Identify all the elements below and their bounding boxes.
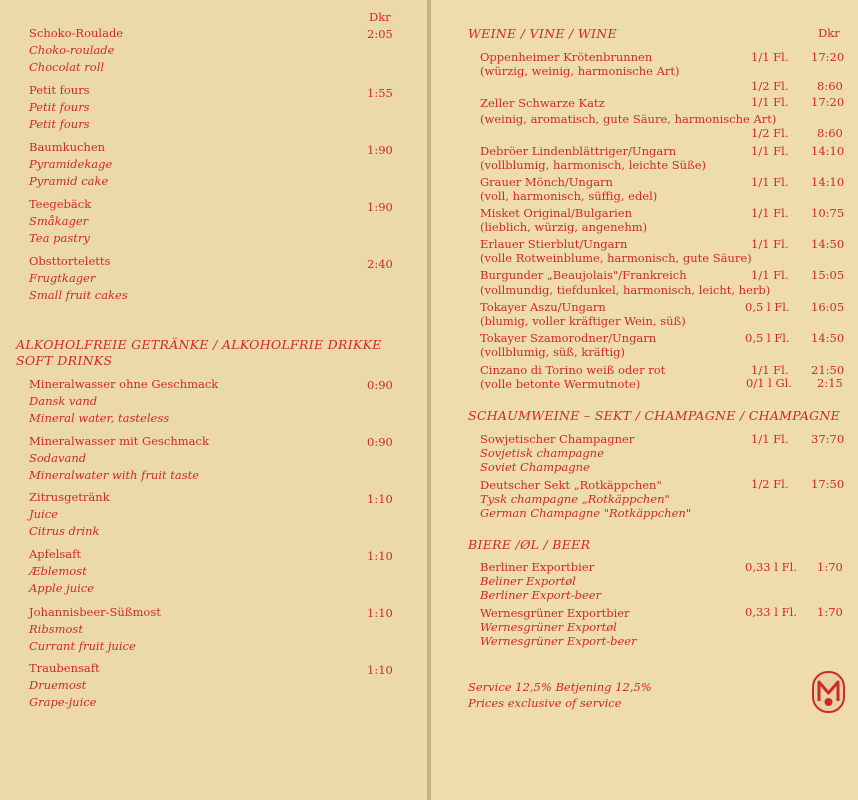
service-charge-line: Service 12,5% Betjening 12,5% [468, 680, 652, 694]
item-price: 1:70 [817, 560, 843, 574]
item-price: 2:40 [367, 257, 393, 271]
wine-size: 1/1 Fl. [751, 50, 789, 64]
item-price: 37:70 [811, 432, 845, 446]
wine-price: 14:10 [811, 175, 845, 189]
wine-price: 14:10 [811, 144, 845, 158]
wine-name: Debröer Lindenblättriger/Ungarn [480, 144, 677, 158]
currency-label: Dkr [369, 10, 391, 24]
wine-description: (lieblich, würzig, angenehm) [480, 220, 648, 234]
item-name-en: Mineralwater with fruit taste [29, 468, 200, 482]
item-name-da: Juice [29, 507, 58, 521]
item-name-da: Wernesgrüner Exportøl [480, 620, 617, 634]
item-name-da: Beliner Exportøl [480, 574, 576, 588]
wine-size: 0/1 l Gl. [746, 376, 793, 390]
wine-size: 1/1 Fl. [751, 175, 789, 189]
wine-price: 14:50 [811, 237, 845, 251]
item-name-da: Ribsmost [29, 622, 83, 636]
wine-name: Burgunder „Beaujolais"/Frankreich [480, 268, 687, 282]
item-name-en: Currant fruit juice [29, 639, 136, 653]
item-name-de: Sowjetischer Champagner [480, 432, 635, 446]
item-name-en: Apple juice [29, 581, 95, 595]
item-name-de: Wernesgrüner Exportbier [480, 606, 630, 620]
wine-description: (volle betonte Wermutnote) [480, 377, 641, 391]
wine-size: 0,5 l Fl. [745, 331, 790, 345]
item-name-en: Small fruit cakes [29, 288, 128, 302]
item-name-da: Pyramidekage [29, 157, 113, 171]
item-price: 1:10 [367, 606, 393, 620]
item-price: 0:90 [367, 378, 393, 392]
item-name-de: Teegebäck [29, 197, 92, 211]
wine-price: 21:50 [811, 363, 845, 377]
item-name-de: Petit fours [29, 83, 90, 97]
item-name-de: Traubensaft [29, 661, 100, 675]
wine-description: (volle Rotweinblume, harmonisch, gute Säure) [480, 251, 752, 265]
item-price: 17:50 [811, 477, 845, 491]
wine-description: (vollblumig, harmonisch, leichte Süße) [480, 158, 707, 172]
item-price: 1:10 [367, 492, 393, 506]
wine-size: 1/1 Fl. [751, 237, 789, 251]
wine-price: 16:05 [811, 300, 845, 314]
wine-currency-label: Dkr [818, 26, 840, 40]
wine-price: 14:50 [811, 331, 845, 345]
wine-size: 1/1 Fl. [751, 268, 789, 282]
item-name-da: Dansk vand [29, 394, 98, 408]
wine-size: 0,5 l Fl. [745, 300, 790, 314]
wine-description: (vollmundig, tiefdunkel, harmonisch, leicht, herb) [480, 283, 771, 297]
wine-name: Cinzano di Torino weiß oder rot [480, 363, 666, 377]
item-name-en: German Champagne "Rotkäppchen" [480, 506, 692, 520]
wine-price: 8:60 [817, 79, 843, 93]
item-name-de: Zitrusgetränk [29, 490, 110, 504]
item-price: 2:05 [367, 27, 393, 41]
item-name-da: Tysk champagne „Rotkäppchen" [480, 492, 670, 506]
wine-price: 10:75 [811, 206, 845, 220]
wine-name: Erlauer Stierblut/Ungarn [480, 237, 628, 251]
wine-price: 15:05 [811, 268, 845, 282]
item-name-en: Citrus drink [29, 524, 100, 538]
wine-price: 17:20 [811, 95, 845, 109]
left-page [0, 0, 427, 800]
wine-name: Zeller Schwarze Katz [480, 96, 605, 110]
wine-size: 1/2 Fl. [751, 79, 789, 93]
wine-name: Tokayer Aszu/Ungarn [480, 300, 606, 314]
service-note: Prices exclusive of service [468, 696, 622, 710]
wine-description: (würzig, weinig, harmonische Art) [480, 64, 680, 78]
item-price: 1:90 [367, 200, 393, 214]
item-size: 1/1 Fl. [751, 432, 789, 446]
item-name-en: Wernesgrüner Export-beer [480, 634, 637, 648]
wine-description: (blumig, voller kräftiger Wein, süß) [480, 314, 686, 328]
wine-size: 1/1 Fl. [751, 95, 789, 109]
wine-description: (vollblumig, süß, kräftig) [480, 345, 625, 359]
right-page [431, 0, 858, 800]
wine-price: 17:20 [811, 50, 845, 64]
wine-description: (voll, harmonisch, süffig, edel) [480, 189, 658, 203]
item-name-de: Apfelsaft [29, 547, 82, 561]
item-name-da: Frugtkager [29, 271, 96, 285]
item-name-de: Deutscher Sekt „Rotkäppchen" [480, 478, 662, 492]
item-name-de: Johannisbeer-Süßmost [29, 605, 161, 619]
champagne-heading: SCHAUMWEINE – SEKT / CHAMPAGNE / CHAMPAGNE [468, 408, 841, 423]
item-name-da: Choko-roulade [29, 43, 115, 57]
item-size: 1/2 Fl. [751, 477, 789, 491]
item-price: 1:90 [367, 143, 393, 157]
item-name-de: Mineralwasser ohne Geschmack [29, 377, 219, 391]
wine-size: 1/1 Fl. [751, 144, 789, 158]
soft-drinks-heading: ALKOHOLFREIE GETRÄNKE / ALKOHOLFRIE DRIKKE [16, 337, 382, 352]
item-name-de: Schoko-Roulade [29, 26, 124, 40]
soft-drinks-subheading: SOFT DRINKS [16, 353, 113, 368]
item-name-en: Tea pastry [29, 231, 90, 245]
wine-price: 8:60 [817, 126, 843, 140]
wine-price: 2:15 [817, 376, 843, 390]
wine-name: Grauer Mönch/Ungarn [480, 175, 613, 189]
item-price: 1:55 [367, 86, 393, 100]
item-name-en: Petit fours [29, 117, 90, 131]
wine-name: Misket Original/Bulgarien [480, 206, 633, 220]
restaurant-logo-icon [812, 671, 845, 713]
item-name-de: Mineralwasser mit Geschmack [29, 434, 209, 448]
item-name-de: Obsttorteletts [29, 254, 111, 268]
item-name-en: Berliner Export-beer [480, 588, 602, 602]
item-price: 1:10 [367, 549, 393, 563]
item-name-da: Druemost [29, 678, 87, 692]
wine-description: (weinig, aromatisch, gute Säure, harmonische Art) [480, 112, 777, 126]
item-name-da: Sodavand [29, 451, 87, 465]
item-name-de: Baumkuchen [29, 140, 106, 154]
item-name-de: Berliner Exportbier [480, 560, 595, 574]
item-size: 0,33 l Fl. [745, 560, 797, 574]
beer-heading: BIERE /ØL / BEER [468, 537, 591, 552]
item-name-da: Sovjetisk champagne [480, 446, 604, 460]
item-size: 0,33 l Fl. [745, 605, 797, 619]
wine-size: 1/1 Fl. [751, 363, 789, 377]
item-name-en: Grape-juice [29, 695, 97, 709]
item-name-da: Småkager [29, 214, 89, 228]
item-name-en: Mineral water, tasteless [29, 411, 170, 425]
item-name-da: Æblemost [29, 564, 87, 578]
item-price: 1:70 [817, 605, 843, 619]
wine-name: Oppenheimer Krötenbrunnen [480, 50, 653, 64]
wine-size: 1/1 Fl. [751, 206, 789, 220]
wine-size: 1/2 Fl. [751, 126, 789, 140]
wine-heading: WEINE / VINE / WINE [468, 26, 617, 41]
item-name-en: Pyramid cake [29, 174, 109, 188]
wine-name: Tokayer Szamorodner/Ungarn [480, 331, 657, 345]
item-name-en: Chocolat roll [29, 60, 105, 74]
item-price: 0:90 [367, 435, 393, 449]
item-price: 1:10 [367, 663, 393, 677]
item-name-en: Soviet Champagne [480, 460, 590, 474]
item-name-da: Petit fours [29, 100, 90, 114]
